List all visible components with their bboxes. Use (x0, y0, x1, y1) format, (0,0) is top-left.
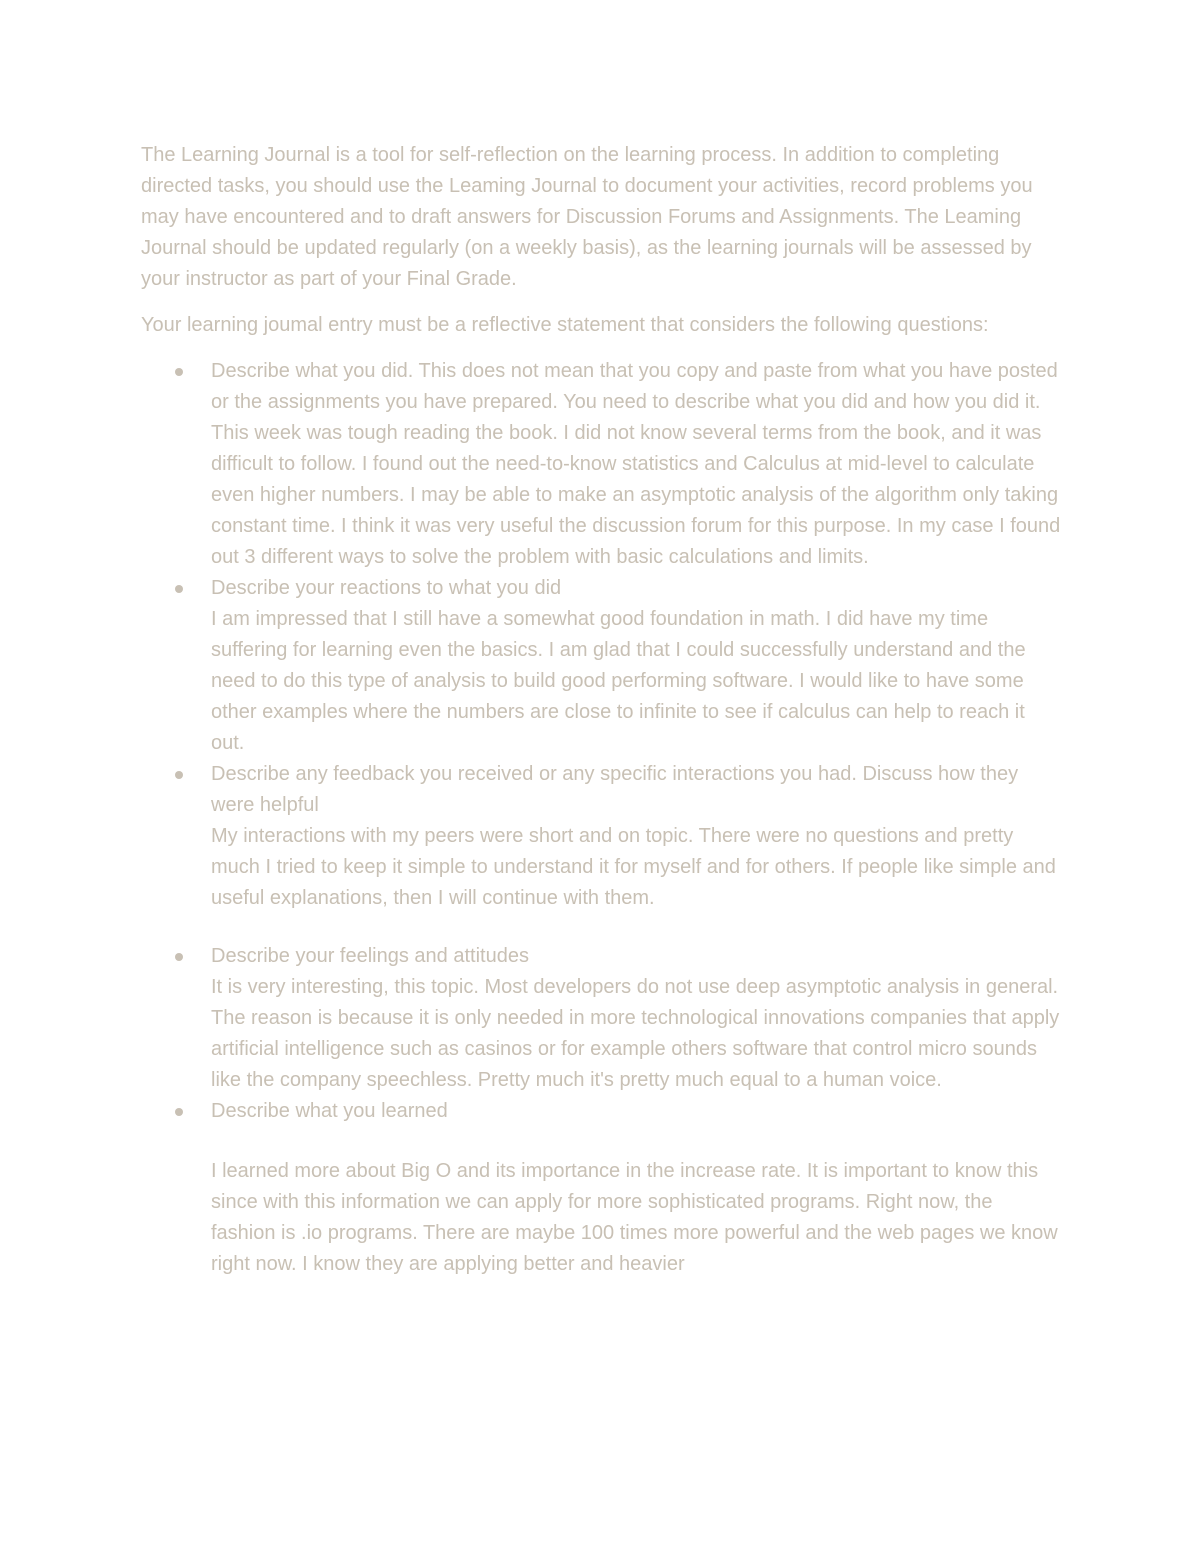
bullet-icon (175, 585, 183, 593)
question-prompt: Describe your reactions to what you did (211, 577, 562, 599)
list-item (141, 356, 1061, 573)
question-prompt: Describe your feelings and attitudes (211, 945, 529, 967)
intro-paragraph: The Learning Journal is a tool for self-reflection on the learning process. In addition to completing directed tasks, you should use the Leaming Journal to document your activities, record problems you may have encountered and to draft answers for Discussion Forums and Assignments. The Leaming Journal should be updated regularly (on a weekly basis), as the learning journals will be assessed by your instructor as part of your Final Grade. (141, 144, 1033, 290)
question-prompt: Describe what you learned (211, 1100, 448, 1122)
list-item (141, 573, 1061, 759)
list-item (141, 941, 1061, 1096)
bullet-icon (175, 368, 183, 376)
answer-text: It is very interesting, this topic. Most developers do not use deep asymptotic analysis in general. The reason is because it is only needed in more technological innovations companies that apply artificial intelligence such as casinos or for example others software that control micro sounds like the company speechless. Pretty much it's pretty much equal to a human voice. (211, 976, 1060, 1091)
question-list (141, 356, 1061, 1280)
list-item (141, 759, 1061, 914)
instruction-paragraph: Your learning joumal entry must be a reflective statement that considers the following questions: (141, 314, 989, 336)
question-prompt: Describe what you did. This does not mean that you copy and paste from what you have posted or the assignments you have prepared. You need to describe what you did and how you did it. (211, 360, 1058, 413)
answer-text: I learned more about Big O and its importance in the increase rate. It is important to know this since with this information we can apply for more sophisticated programs. Right now, the fashion is .io programs. There are maybe 100 times more powerful and the web pages we know right now. I know they are applying better and heavier (211, 1160, 1058, 1275)
bullet-icon (175, 953, 183, 961)
list-item (141, 1096, 1061, 1280)
bullet-icon (175, 1108, 183, 1116)
question-prompt: Describe any feedback you received or any specific interactions you had. Discuss how they were helpful (211, 763, 1019, 816)
document-page (141, 140, 1061, 1280)
answer-text: I am impressed that I still have a somewhat good foundation in math. I did have my time suffering for learning even the basics. I am glad that I could successfully understand and the need to do this type of analysis to build good performing software. I would like to have some other examples where the numbers are close to infinite to see if calculus can help to reach it out. (211, 608, 1026, 754)
answer-text: This week was tough reading the book. I did not know several terms from the book, and it was difficult to follow. I found out the need-to-know statistics and Calculus at mid-level to calculate even higher numbers. I may be able to make an asymptotic analysis of the algorithm only taking constant time. I think it was very useful the discussion forum for this purpose. In my case I found out 3 different ways to solve the problem with basic calculations and limits. (211, 422, 1061, 568)
answer-text: My interactions with my peers were short and on topic. There were no questions and pretty much I tried to keep it simple to understand it for myself and for others. If people like simple and useful explanations, then I will continue with them. (211, 825, 1056, 909)
bullet-icon (175, 771, 183, 779)
